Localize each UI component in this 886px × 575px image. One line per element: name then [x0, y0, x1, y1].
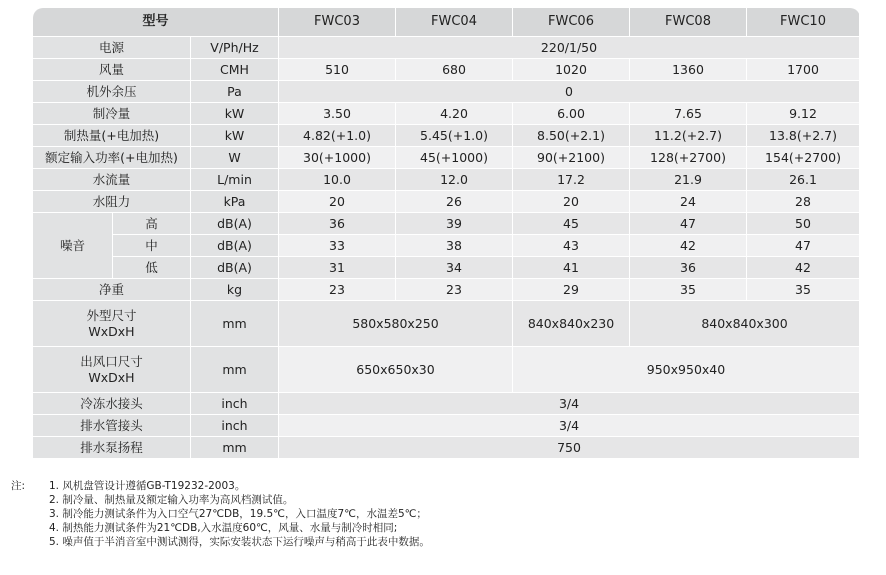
value-cell: 23: [396, 279, 513, 301]
unit-cell: kW: [191, 103, 279, 125]
value-cell: 35: [747, 279, 860, 301]
row-label: 机外余压: [33, 81, 191, 103]
value-cell: 38: [396, 235, 513, 257]
noise-label: 噪音: [33, 213, 113, 279]
value-cell: 13.8(+2.7): [747, 125, 860, 147]
value-cell: 47: [630, 213, 747, 235]
value-cell: 9.12: [747, 103, 860, 125]
unit-cell: dB(A): [191, 235, 279, 257]
value-cell: 21.9: [630, 169, 747, 191]
row-label: 电源: [33, 37, 191, 59]
value-cell: 36: [630, 257, 747, 279]
value-cell: 29: [513, 279, 630, 301]
row-label: [33, 301, 191, 347]
value-cell: 1700: [747, 59, 860, 81]
value-cell: 45(+1000): [396, 147, 513, 169]
row-label-line: WxDxH: [88, 323, 135, 339]
value-cell: 45: [513, 213, 630, 235]
value-cell: 5.45(+1.0): [396, 125, 513, 147]
unit-cell: dB(A): [191, 257, 279, 279]
row-label: 冷冻水接头: [33, 393, 191, 415]
value-cell: 7.65: [630, 103, 747, 125]
value-cell: 24: [630, 191, 747, 213]
value-cell: 950x950x40: [513, 347, 860, 393]
value-cell: 20: [279, 191, 396, 213]
notes-section: [11, 479, 430, 549]
row-label: 额定输入功率(+电加热): [33, 147, 191, 169]
table-row: [33, 301, 860, 347]
value-cell: 840x840x230: [513, 301, 630, 347]
value-cell: 3.50: [279, 103, 396, 125]
value-cell: 10.0: [279, 169, 396, 191]
value-cell: 3/4: [279, 415, 860, 437]
unit-cell: mm: [191, 301, 279, 347]
value-cell: 128(+2700): [630, 147, 747, 169]
model-header: FWC03: [279, 8, 396, 37]
noise-level-label: 中: [113, 235, 191, 257]
unit-cell: L/min: [191, 169, 279, 191]
table-row: [33, 169, 860, 191]
unit-cell: kW: [191, 125, 279, 147]
unit-cell: W: [191, 147, 279, 169]
unit-cell: mm: [191, 437, 279, 459]
note-item: 3. 制冷能力测试条件为入口空气27℃DB，19.5℃，入口温度7℃，水温差5℃；: [49, 508, 427, 520]
table-row: [33, 257, 860, 279]
note-item: 2. 制冷量、制热量及额定输入功率为高风档测试值。: [49, 494, 294, 506]
value-cell: 30(+1000): [279, 147, 396, 169]
table-row: [33, 59, 860, 81]
row-label-line: WxDxH: [88, 369, 135, 385]
value-cell: 90(+2100): [513, 147, 630, 169]
notes-list: [11, 479, 430, 549]
model-header: FWC10: [747, 8, 860, 37]
value-cell: 39: [396, 213, 513, 235]
unit-cell: inch: [191, 415, 279, 437]
value-cell: 4.82(+1.0): [279, 125, 396, 147]
value-cell: 12.0: [396, 169, 513, 191]
row-label-line: 出风口尺寸: [80, 353, 143, 369]
row-label: 排水泵扬程: [33, 437, 191, 459]
row-label: 风量: [33, 59, 191, 81]
value-cell: 840x840x300: [630, 301, 860, 347]
table-row: [33, 347, 860, 393]
value-cell: 650x650x30: [279, 347, 513, 393]
value-cell: 510: [279, 59, 396, 81]
value-cell: 0: [279, 81, 860, 103]
noise-level-label: 低: [113, 257, 191, 279]
model-header: FWC04: [396, 8, 513, 37]
value-cell: 11.2(+2.7): [630, 125, 747, 147]
value-cell: 43: [513, 235, 630, 257]
value-cell: 580x580x250: [279, 301, 513, 347]
value-cell: 31: [279, 257, 396, 279]
table-row: [33, 415, 860, 437]
row-label: 制冷量: [33, 103, 191, 125]
unit-cell: kg: [191, 279, 279, 301]
value-cell: 41: [513, 257, 630, 279]
unit-cell: dB(A): [191, 213, 279, 235]
table-row: [33, 103, 860, 125]
value-cell: 42: [747, 257, 860, 279]
value-cell: 28: [747, 191, 860, 213]
value-cell: 34: [396, 257, 513, 279]
header-row: [33, 8, 860, 37]
value-cell: 1020: [513, 59, 630, 81]
note-item: 1. 风机盘管设计遵循GB-T19232-2003。: [49, 480, 246, 492]
notes-label: 注:: [11, 480, 26, 492]
value-cell: 26.1: [747, 169, 860, 191]
value-cell: 154(+2700): [747, 147, 860, 169]
row-label: 水流量: [33, 169, 191, 191]
row-label: 净重: [33, 279, 191, 301]
row-label-line: 外型尺寸: [86, 307, 137, 323]
table-row: [33, 81, 860, 103]
note-item: 5. 噪声值于半消音室中测试测得，实际安装状态下运行噪声与稍高于此表中数据。: [49, 536, 430, 548]
value-cell: 17.2: [513, 169, 630, 191]
value-cell: 6.00: [513, 103, 630, 125]
value-cell: 35: [630, 279, 747, 301]
value-cell: 220/1/50: [279, 37, 860, 59]
value-cell: 36: [279, 213, 396, 235]
model-header: FWC08: [630, 8, 747, 37]
unit-cell: Pa: [191, 81, 279, 103]
row-label: 制热量(+电加热): [33, 125, 191, 147]
unit-cell: CMH: [191, 59, 279, 81]
spec-table: [32, 7, 860, 459]
value-cell: 3/4: [279, 393, 860, 415]
table-row: [33, 125, 860, 147]
row-label: 水阻力: [33, 191, 191, 213]
value-cell: 1360: [630, 59, 747, 81]
unit-cell: V/Ph/Hz: [191, 37, 279, 59]
row-label: [33, 347, 191, 393]
value-cell: 20: [513, 191, 630, 213]
value-cell: 8.50(+2.1): [513, 125, 630, 147]
model-header-label: 型号: [33, 8, 279, 37]
table-row: [33, 37, 860, 59]
table-row: [33, 191, 860, 213]
table-row: [33, 393, 860, 415]
value-cell: 50: [747, 213, 860, 235]
value-cell: 680: [396, 59, 513, 81]
table-row: [33, 235, 860, 257]
note-item: 4. 制热能力测试条件为21℃DB,入水温度60℃，风量、水量与制冷时相同;: [49, 522, 398, 534]
row-label: 排水管接头: [33, 415, 191, 437]
value-cell: 47: [747, 235, 860, 257]
model-header: FWC06: [513, 8, 630, 37]
value-cell: 23: [279, 279, 396, 301]
value-cell: 33: [279, 235, 396, 257]
unit-cell: inch: [191, 393, 279, 415]
value-cell: 26: [396, 191, 513, 213]
table-row: [33, 147, 860, 169]
table-row: [33, 213, 860, 235]
value-cell: 4.20: [396, 103, 513, 125]
table-row: [33, 437, 860, 459]
value-cell: 750: [279, 437, 860, 459]
unit-cell: mm: [191, 347, 279, 393]
noise-level-label: 高: [113, 213, 191, 235]
value-cell: 42: [630, 235, 747, 257]
table-row: [33, 279, 860, 301]
unit-cell: kPa: [191, 191, 279, 213]
